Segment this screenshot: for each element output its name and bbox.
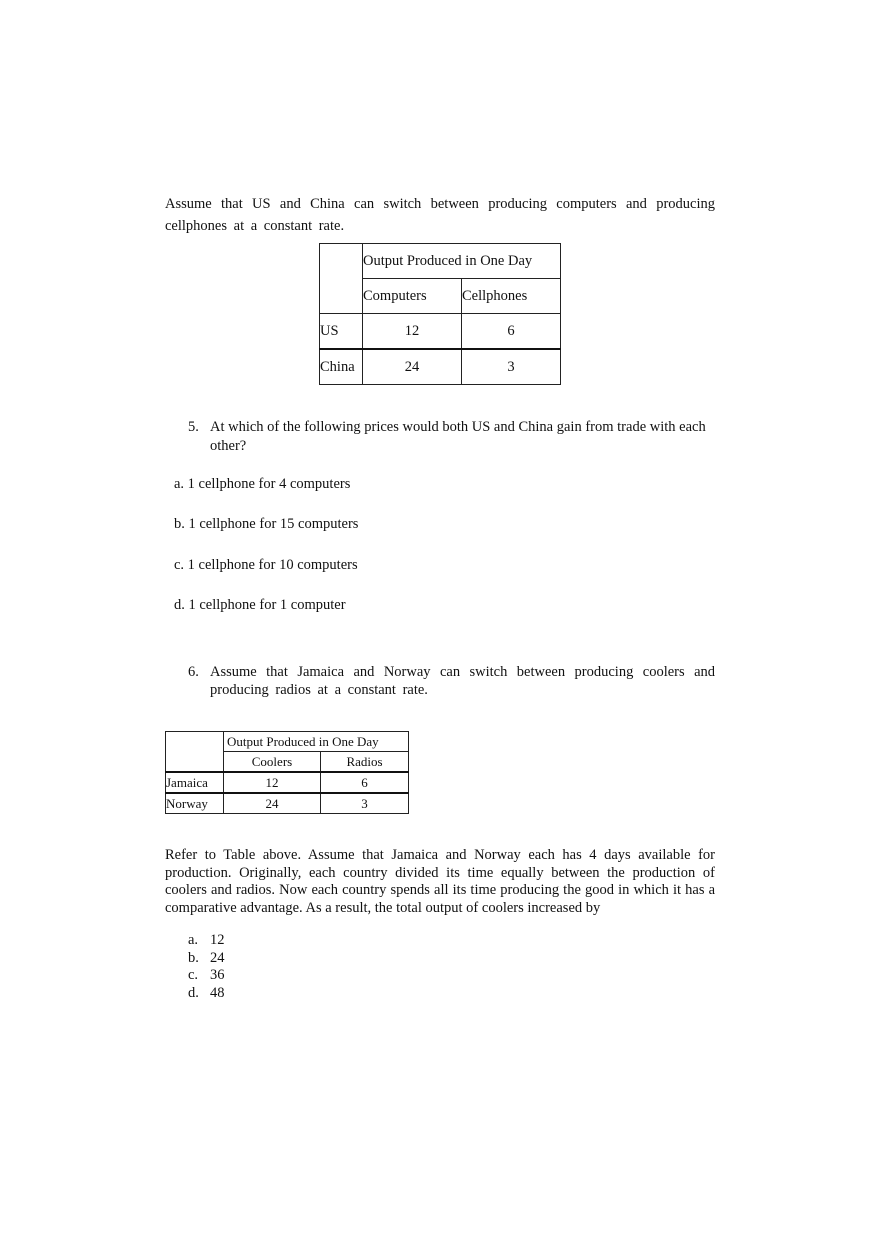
table-cell: 12 xyxy=(224,772,321,793)
table-corner-cell xyxy=(320,244,363,314)
table-header: Output Produced in One Day xyxy=(363,244,561,279)
row-label-norway: Norway xyxy=(166,793,224,814)
question-number: 5. xyxy=(188,419,199,435)
answer-list xyxy=(188,932,225,1002)
question-5 xyxy=(188,418,715,456)
column-header-computers: Computers xyxy=(363,279,462,314)
question-number: 6. xyxy=(188,664,199,680)
column-header-radios: Radios xyxy=(321,752,409,773)
question-text: At which of the following prices would both US and China gain from trade with each other? xyxy=(210,419,706,454)
column-header-cellphones: Cellphones xyxy=(462,279,561,314)
table-row xyxy=(166,772,409,793)
table-row xyxy=(320,349,561,385)
list-item xyxy=(188,932,225,950)
intro-paragraph: Assume that US and China can switch between producing computers and producing cellphones at a constant rate. xyxy=(165,196,715,234)
answer-value: 24 xyxy=(210,949,225,966)
answer-label: a. xyxy=(188,932,199,948)
answer-value: 36 xyxy=(210,967,225,983)
row-label-jamaica: Jamaica xyxy=(166,772,224,793)
answer-label: c. xyxy=(188,967,199,983)
answer-label: d. xyxy=(188,984,199,1001)
question-text: Assume that Jamaica and Norway can switch between producing coolers and producing radios at a constant rate. xyxy=(210,664,715,698)
column-header-coolers: Coolers xyxy=(224,752,321,773)
answer-value: 12 xyxy=(210,932,225,948)
jamaica-norway-output-table xyxy=(165,731,409,814)
us-china-output-table xyxy=(319,243,561,385)
table-row xyxy=(166,793,409,814)
option-b: b. 1 cellphone for 15 computers xyxy=(174,516,359,532)
answer-label: b. xyxy=(188,949,199,966)
table-cell: 6 xyxy=(462,314,561,350)
table-corner-cell xyxy=(166,732,224,773)
table-cell: 24 xyxy=(363,349,462,385)
table-cell: 3 xyxy=(462,349,561,385)
answer-value: 48 xyxy=(210,984,225,1001)
table-cell: 6 xyxy=(321,772,409,793)
list-item xyxy=(188,985,225,1003)
table-row xyxy=(320,314,561,350)
table-cell: 24 xyxy=(224,793,321,814)
list-item xyxy=(188,950,225,968)
row-label-us: US xyxy=(320,314,363,350)
table-cell: 12 xyxy=(363,314,462,350)
row-label-china: China xyxy=(320,349,363,385)
list-item xyxy=(188,967,225,985)
option-c: c. 1 cellphone for 10 computers xyxy=(174,557,358,573)
refer-paragraph: Refer to Table above. Assume that Jamaica and Norway each has 4 days available for production. Originally, each country divided its time equally between the production of coolers and radios. Now each country spends all its time producing the good in which it has a comparative advantage. As a result, the total output of coolers increased by xyxy=(165,847,715,916)
option-a: a. 1 cellphone for 4 computers xyxy=(174,476,351,492)
table-cell: 3 xyxy=(321,793,409,814)
table-header: Output Produced in One Day xyxy=(224,732,409,752)
question-6 xyxy=(188,663,715,699)
option-d: d. 1 cellphone for 1 computer xyxy=(174,597,346,613)
